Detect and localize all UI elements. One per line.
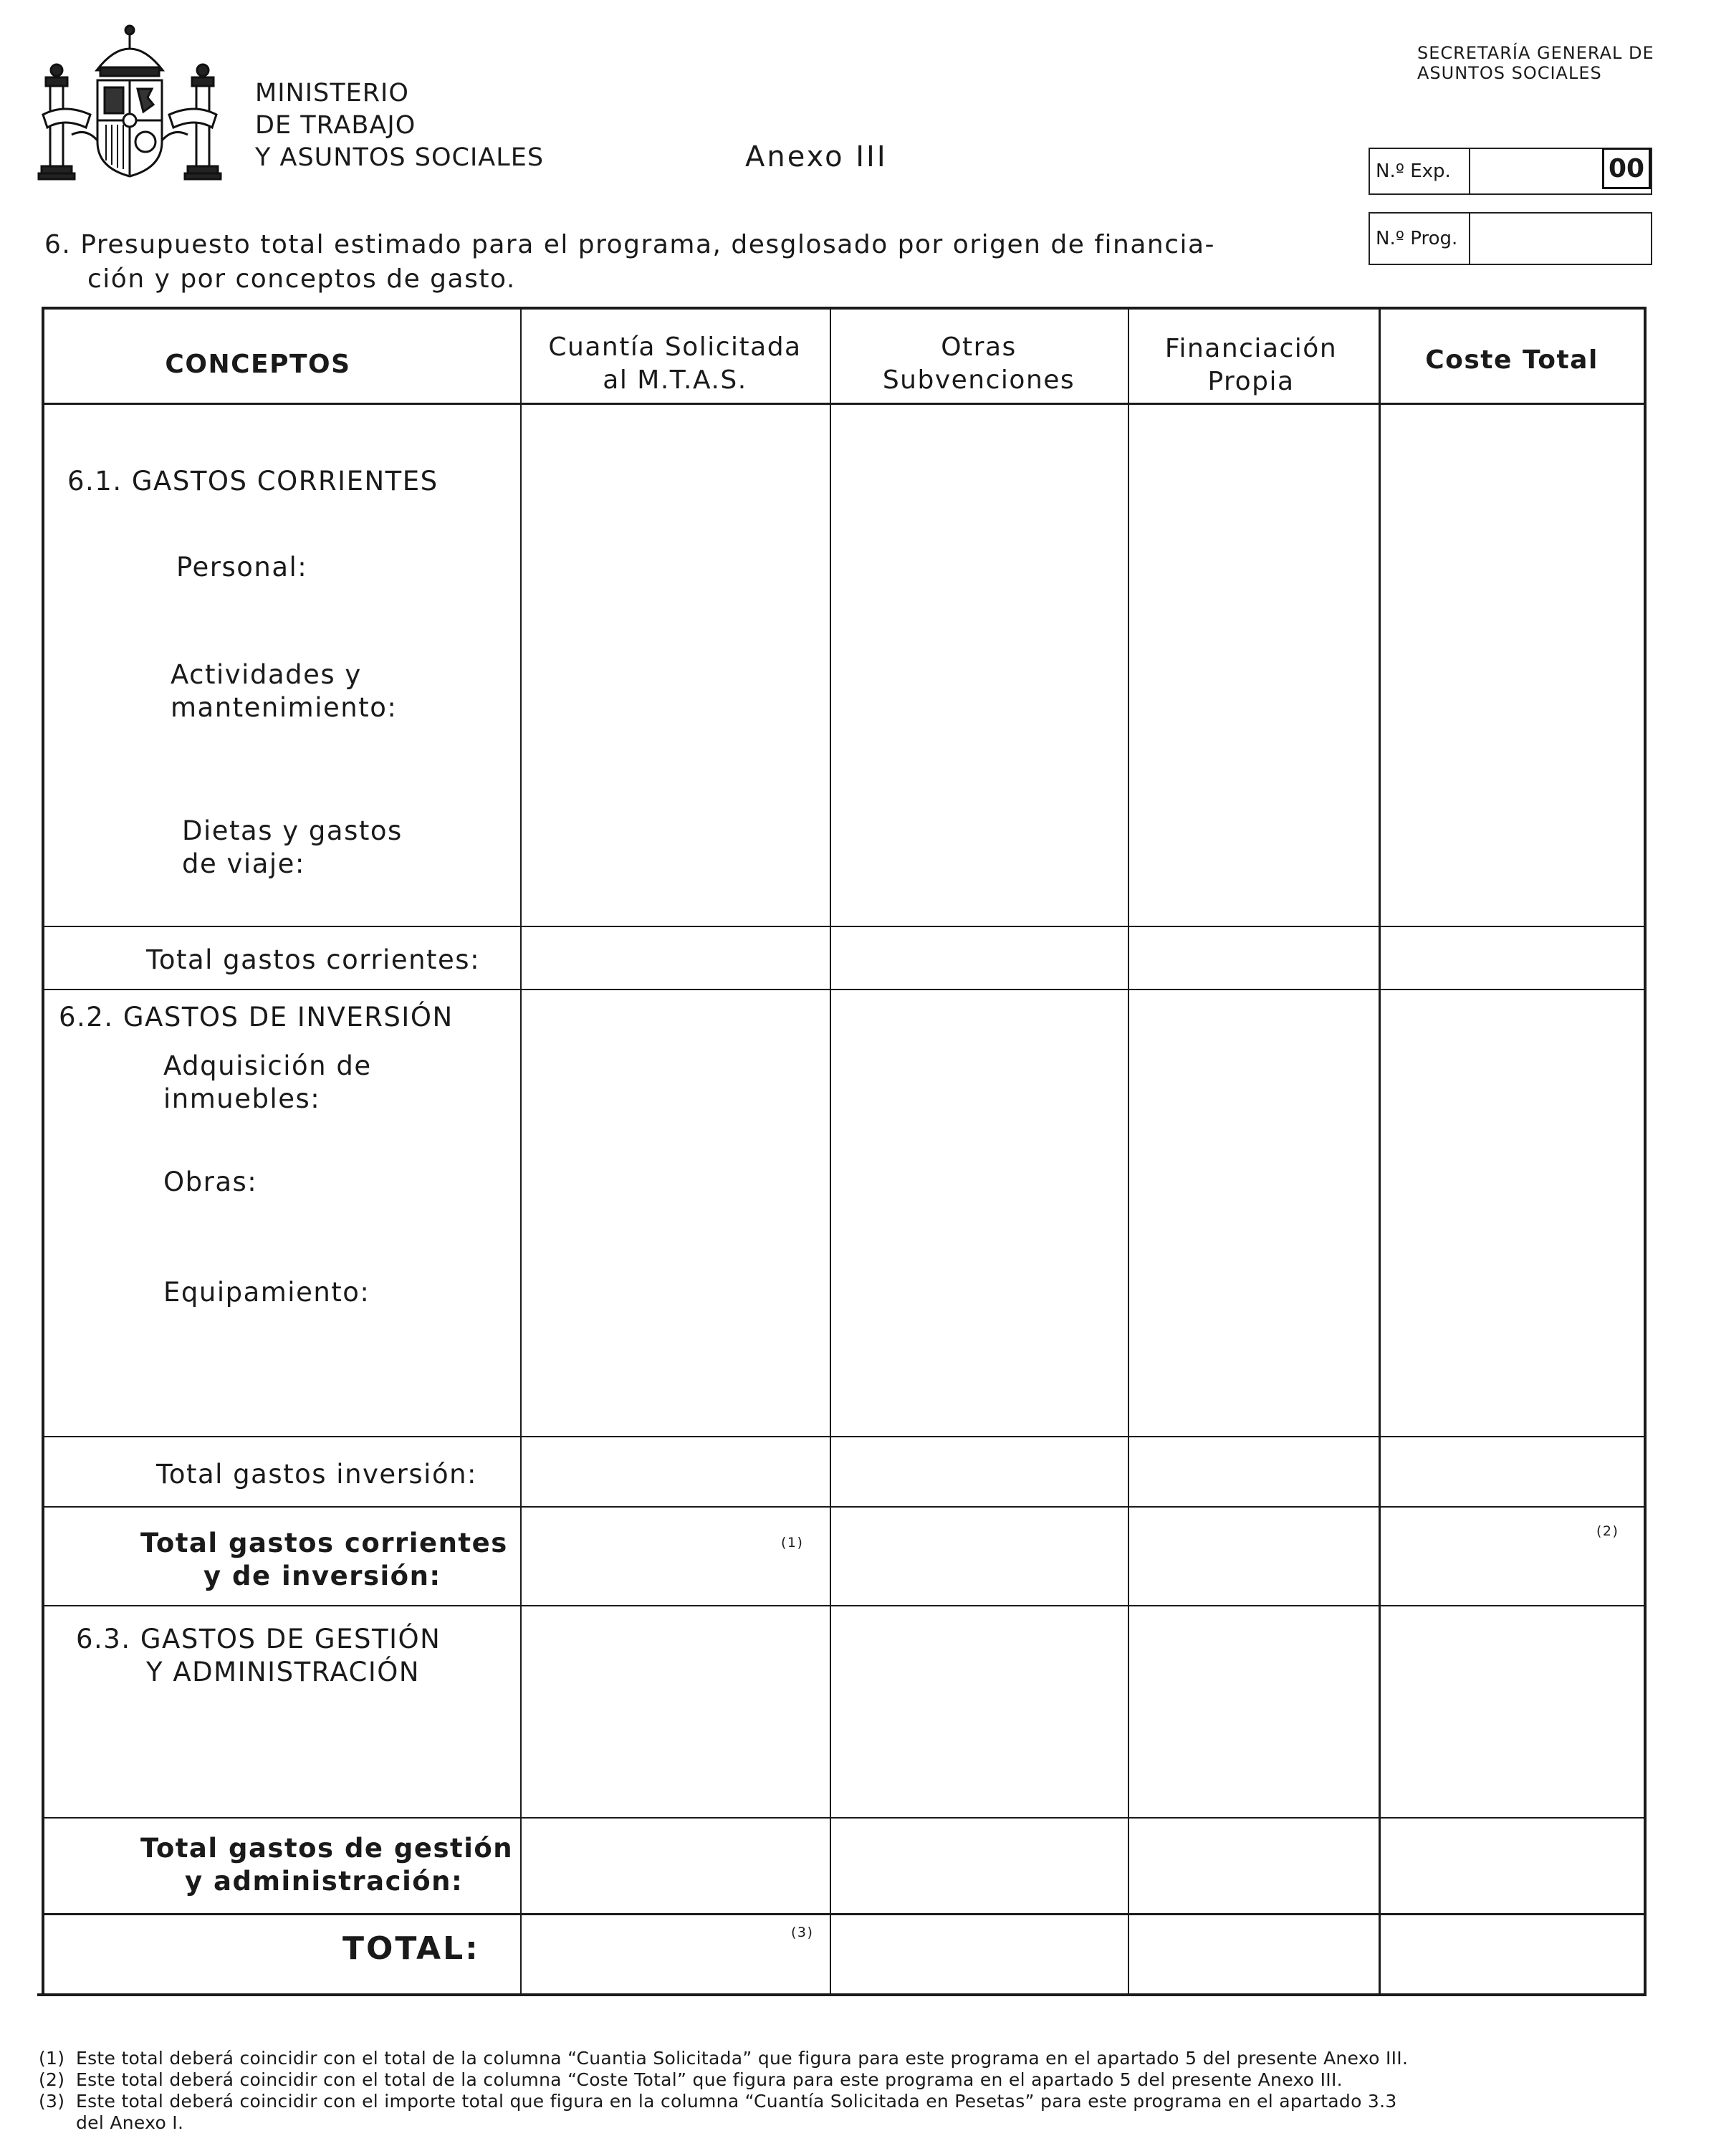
table-border-right [1644, 307, 1647, 1996]
row-label-dietas-l2: de viaje: [182, 848, 305, 879]
section-heading-line-2: ción y por conceptos de gasto. [87, 264, 516, 294]
col-header-otras-l1: Otras [941, 332, 1017, 362]
footnotes [39, 2048, 1672, 2134]
footnote-3-number: (3) [39, 2091, 65, 2112]
row-label-dietas-l1: Dietas y gastos [182, 815, 403, 846]
col-divider-1 [520, 308, 522, 1995]
ministry-line-2: DE TRABAJO [255, 111, 416, 140]
footnote-1-number: (1) [39, 2048, 65, 2069]
prog-label: N.º Prog. [1370, 214, 1470, 264]
footnote-1 [39, 2048, 1672, 2069]
col-divider-2 [830, 308, 831, 1995]
col-header-cuantia-l1: Cuantía Solicitada [548, 332, 802, 362]
row-label-actividades-l1: Actividades y [171, 659, 362, 690]
section-6-3-title-l1: 6.3. GASTOS DE GESTIÓN [76, 1624, 441, 1654]
row-divider-2 [43, 989, 1645, 990]
footnote-2-text: Este total deberá coincidir con el total de la columna “Coste Total” que figura para este programa en el apartado 5 del presente Anexo III. [76, 2069, 1343, 2090]
col-header-otras-l2: Subvenciones [882, 365, 1075, 395]
exp-number-field[interactable] [1470, 149, 1651, 193]
col-divider-4 [1379, 308, 1381, 1995]
marker-2: (2) [1596, 1523, 1619, 1539]
row-label-adquisicion-l1: Adquisición de [163, 1050, 372, 1081]
footnote-2 [39, 2069, 1672, 2091]
annex-title: Anexo III [745, 140, 888, 173]
marker-3: (3) [791, 1925, 814, 1940]
row-divider-7 [43, 1913, 1645, 1915]
footnote-3-cont [39, 2112, 1672, 2134]
col-divider-3 [1128, 308, 1129, 1995]
table-border-bottom [37, 1993, 1647, 1996]
footnote-2-number: (2) [39, 2069, 65, 2090]
row-label-total-ga-l1: Total gastos de gestión [140, 1833, 514, 1864]
row-label-total-corrientes: Total gastos corrientes: [146, 944, 481, 975]
row-label-adquisicion-l2: inmuebles: [163, 1083, 321, 1114]
row-divider-4 [43, 1506, 1645, 1508]
section-6-2-title: 6.2. GASTOS DE INVERSIÓN [59, 1002, 454, 1033]
marker-1: (1) [781, 1535, 804, 1551]
footnote-3-text: Este total deberá coincidir con el importe total que figura en la columna “Cuantía Solicitada en Pesetas” para este programa en el apartado 3.3 [76, 2091, 1397, 2112]
footnote-3 [39, 2091, 1672, 2112]
prog-number-box [1369, 212, 1652, 265]
col-header-conceptos: CONCEPTOS [165, 350, 351, 379]
section-6-3-title-l2: Y ADMINISTRACIÓN [146, 1657, 421, 1687]
prog-number-field[interactable] [1470, 214, 1651, 264]
row-divider-5 [43, 1605, 1645, 1606]
section-heading-line-1: 6. Presupuesto total estimado para el programa, desglosado por origen de financia- [44, 230, 1216, 259]
row-divider-6 [43, 1817, 1645, 1819]
exp-label: N.º Exp. [1370, 149, 1470, 193]
exp-code: 00 [1602, 148, 1651, 189]
row-label-personal: Personal: [176, 552, 308, 583]
row-divider-header [43, 403, 1645, 405]
secretaria-label [1417, 43, 1654, 83]
section-heading [44, 228, 1215, 297]
row-divider-3 [43, 1436, 1645, 1437]
footnote-3-cont-text: del Anexo I. [76, 2112, 184, 2133]
secretaria-line-1: SECRETARÍA GENERAL DE [1417, 43, 1654, 63]
row-label-obras: Obras: [163, 1166, 258, 1197]
ministry-line-3: Y ASUNTOS SOCIALES [255, 143, 545, 172]
row-label-total-ga-l2: y administración: [185, 1866, 464, 1897]
col-header-fin-l2: Propia [1207, 367, 1295, 396]
col-header-fin-l1: Financiación [1164, 334, 1338, 363]
row-divider-1 [43, 926, 1645, 927]
exp-number-box [1369, 148, 1652, 195]
ministry-line-1: MINISTERIO [255, 79, 409, 107]
section-6-1-title: 6.1. GASTOS CORRIENTES [67, 466, 438, 497]
row-label-total-inversion: Total gastos inversión: [156, 1459, 478, 1490]
row-label-total-ci-l2: y de inversión: [203, 1561, 441, 1591]
col-header-coste: Coste Total [1425, 345, 1599, 375]
ministry-name [255, 77, 544, 174]
footnote-1-text: Este total deberá coincidir con el total de la columna “Cuantia Solicitada” que figura para este programa en el apartado 5 del presente Anexo III. [76, 2048, 1409, 2069]
row-label-total: TOTAL: [342, 1930, 480, 1967]
row-label-actividades-l2: mantenimiento: [171, 692, 398, 723]
table-border-top [43, 307, 1647, 310]
row-label-equipamiento: Equipamiento: [163, 1277, 370, 1308]
col-header-cuantia-l2: al M.T.A.S. [603, 365, 747, 395]
row-label-total-ci-l1: Total gastos corrientes [140, 1528, 508, 1558]
secretaria-line-2: ASUNTOS SOCIALES [1417, 63, 1602, 83]
table-border-left [42, 307, 44, 1996]
coat-of-arms-icon [36, 20, 224, 189]
